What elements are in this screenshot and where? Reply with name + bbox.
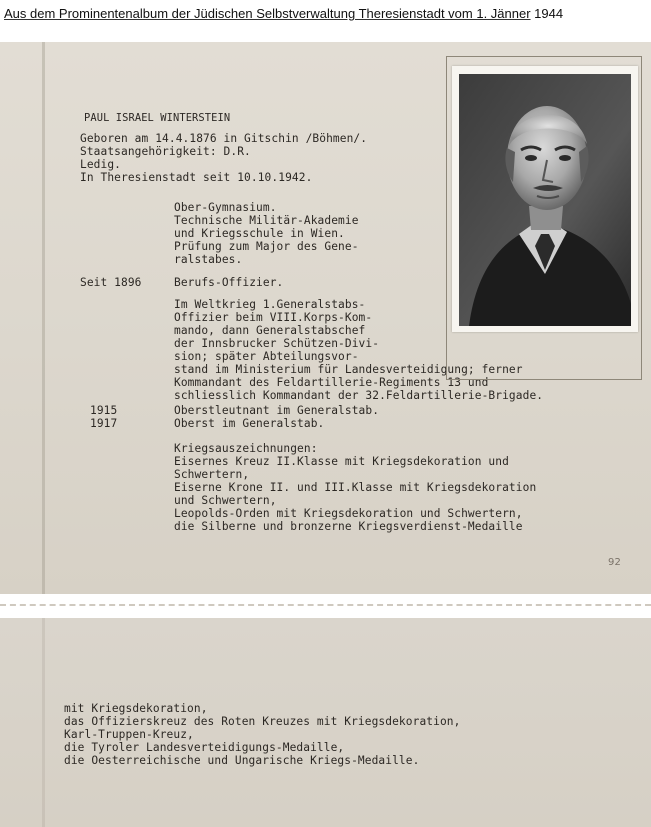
continuation-line: die Oesterreichische und Ungarische Kriegs-Medaille. <box>64 754 420 767</box>
caption-year: 1944 <box>534 6 564 21</box>
award-line: die Silberne und bronzerne Kriegsverdienst-Medaille <box>174 520 523 533</box>
promotion-year: 1915 <box>90 404 118 417</box>
index-card-upper <box>0 42 651 594</box>
education-line: Technische Militär-Akademie <box>174 214 359 227</box>
promotion-rank: Oberstleutnant im Generalstab. <box>174 404 380 417</box>
war-line: mando, dann Generalstabschef <box>174 324 366 337</box>
promotion-year: 1917 <box>90 417 118 430</box>
bio-line: Ledig. <box>80 158 122 171</box>
caption-text: Aus dem Prominentenalbum der Jüdischen Selbstverwaltung Theresienstadt vom 1. Jänner <box>4 6 531 21</box>
war-line: Im Weltkrieg 1.Generalstabs- <box>174 298 366 311</box>
award-line: Leopolds-Orden mit Kriegsdekoration und Schwertern, <box>174 507 523 520</box>
archive-caption <box>4 6 649 21</box>
career-year: Seit 1896 <box>80 276 142 289</box>
award-line: Eisernes Kreuz II.Klasse mit Kriegsdekoration und <box>174 455 509 468</box>
card-fold-line <box>42 42 45 594</box>
continuation-line: Karl-Truppen-Kreuz, <box>64 728 194 741</box>
promotion-rank: Oberst im Generalstab. <box>174 417 325 430</box>
page-separator <box>0 604 651 606</box>
card-fold-line <box>42 618 45 827</box>
bio-line: Staatsangehörigkeit: D.R. <box>80 145 251 158</box>
continuation-line: die Tyroler Landesverteidigungs-Medaille, <box>64 741 345 754</box>
index-card-lower <box>0 618 651 827</box>
person-name: PAUL ISRAEL WINTERSTEIN <box>84 112 231 124</box>
career-title: Berufs-Offizier. <box>174 276 284 289</box>
awards-heading: Kriegsauszeichnungen: <box>174 442 318 455</box>
award-line: und Schwertern, <box>174 494 277 507</box>
page-number-mark: 92 <box>608 557 621 568</box>
portrait-photo-image <box>459 74 631 326</box>
award-line: Eiserne Krone II. und III.Klasse mit Kriegsdekoration <box>174 481 537 494</box>
war-line: Kommandant des Feldartillerie-Regiments 13 und <box>174 376 489 389</box>
bio-line: Geboren am 14.4.1876 in Gitschin /Böhmen/. <box>80 132 368 145</box>
war-line: stand im Ministerium für Landesverteidigung; ferner <box>174 363 523 376</box>
war-line: Offizier beim VIII.Korps-Kom- <box>174 311 373 324</box>
war-line: sion; später Abteilungsvor- <box>174 350 359 363</box>
portrait-photo <box>459 74 631 326</box>
award-line: Schwertern, <box>174 468 250 481</box>
education-line: ralstabes. <box>174 253 243 266</box>
education-line: Ober-Gymnasium. <box>174 201 277 214</box>
education-line: Prüfung zum Major des Gene- <box>174 240 359 253</box>
education-line: und Kriegsschule in Wien. <box>174 227 345 240</box>
continuation-line: mit Kriegsdekoration, <box>64 702 208 715</box>
war-line: der Innsbrucker Schützen-Divi- <box>174 337 380 350</box>
continuation-line: das Offizierskreuz des Roten Kreuzes mit Kriegsdekoration, <box>64 715 461 728</box>
bio-line: In Theresienstadt seit 10.10.1942. <box>80 171 313 184</box>
war-line: schliesslich Kommandant der 32.Feldartillerie-Brigade. <box>174 389 544 402</box>
